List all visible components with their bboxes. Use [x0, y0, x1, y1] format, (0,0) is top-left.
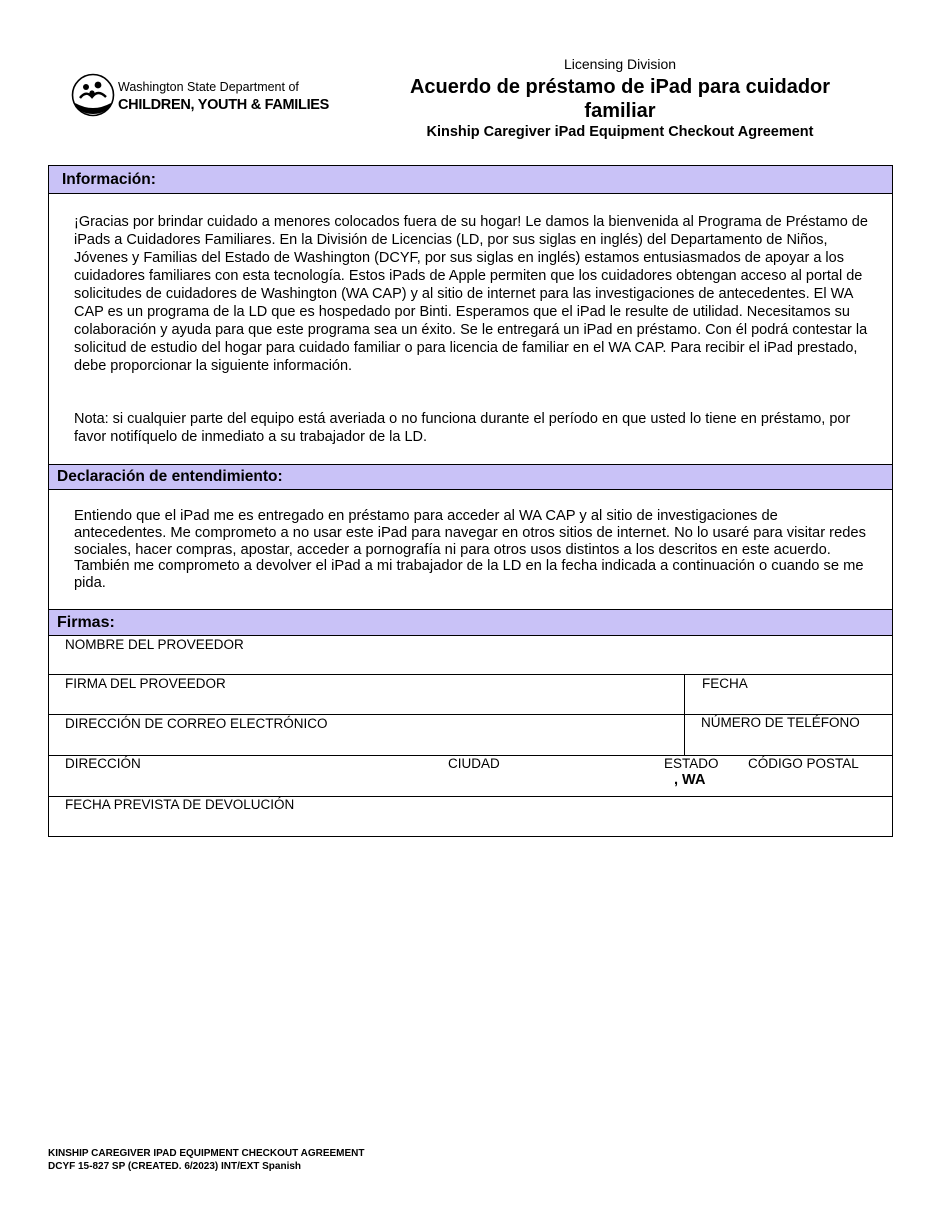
return-date-label: FECHA PREVISTA DE DEVOLUCIÓN	[65, 797, 295, 812]
form-box	[48, 165, 893, 837]
signatures-section-header: Firmas:	[49, 610, 892, 636]
phone-label: NÚMERO DE TELÉFONO	[701, 715, 860, 730]
provider-signature-label: FIRMA DEL PROVEEDOR	[65, 676, 226, 691]
divider	[49, 674, 892, 675]
state-value: , WA	[674, 772, 706, 788]
declaration-section-header: Declaración de entendimiento:	[49, 465, 892, 490]
info-paragraph-2: Nota: si cualquier parte del equipo está averiada o no funciona durante el período en que usted lo tiene en préstamo, por favor notifíquelo de inmediato a su trabajador de la LD.	[74, 411, 851, 445]
footer-form-title: KINSHIP CAREGIVER IPAD EQUIPMENT CHECKOUT AGREEMENT	[48, 1148, 365, 1159]
column-divider	[684, 674, 685, 755]
footer	[48, 1147, 365, 1173]
document-title: Acuerdo de préstamo de iPad para cuidador familiar	[409, 76, 831, 122]
address-label: DIRECCIÓN	[65, 756, 141, 771]
city-label: CIUDAD	[448, 756, 500, 771]
footer-form-number: DCYF 15-827 SP (CREATED. 6/2023) INT/EXT Spanish	[48, 1161, 302, 1172]
division-label: Licensing Division	[563, 56, 677, 72]
info-paragraph-1: ¡Gracias por brindar cuidado a menores colocados fuera de su hogar! Le damos la bienvenida al Programa de Préstamo de iPads a Cuidadores Familiares. En la División de Licencias (LD, por sus siglas en inglés) del Departamento de Niños, Jóvenes y Familias del Estado de Washington (DCYF, por sus siglas en inglés) estamos entusiasmados de apoyar a los cuidadores familiares con esta tecnología. Estos iPads de Apple permiten que los cuidadores obtengan acceso al portal de solicitudes de cuidadores de Washington (WA CAP) y al sitio de internet para las investigaciones de antecedentes. El WA CAP es un programa de la LD que es hospedado por Binti. Esperamos que el iPad le resulte de utilidad. Necesitamos su colaboración y ayuda para que este programa sea un éxito. Se le entregará un iPad en préstamo. Con él podrá contestar la solicitud de estudio del hogar para cuidado familiar o para licencia de familiar en el WA CAP. Para recibir el iPad prestado, debe proporcionar la siguiente información.	[74, 214, 868, 374]
logo-line-2: CHILDREN, YOUTH & FAMILIES	[118, 97, 330, 113]
dcyf-logo-icon	[71, 73, 115, 117]
logo-line-1: Washington State Department of	[118, 80, 299, 94]
document-subtitle: Kinship Caregiver iPad Equipment Checkout Agreement	[426, 124, 814, 140]
date-label: FECHA	[702, 676, 748, 691]
declaration-paragraph: Entiendo que el iPad me es entregado en préstamo para acceder al WA CAP y al sitio de investigaciones de antecedentes. Me comprometo a no usar este iPad para navegar en otros sitios de internet. No lo usaré para visitar redes sociales, hacer compras, apostar, acceder a pornografía ni para otros usos distintos a los descritos en este acuerdo. También me comprometo a devolver el iPad a mi trabajador de la LD en la fecha indicada a continuación o cuando se me pida.	[74, 508, 866, 592]
zip-label: CÓDIGO POSTAL	[748, 756, 859, 771]
info-section-header: Información:	[49, 166, 892, 194]
dcyf-logo	[71, 73, 330, 119]
state-label: ESTADO	[664, 756, 719, 771]
provider-name-label: NOMBRE DEL PROVEEDOR	[65, 637, 244, 652]
email-label: DIRECCIÓN DE CORREO ELECTRÓNICO	[65, 716, 328, 731]
